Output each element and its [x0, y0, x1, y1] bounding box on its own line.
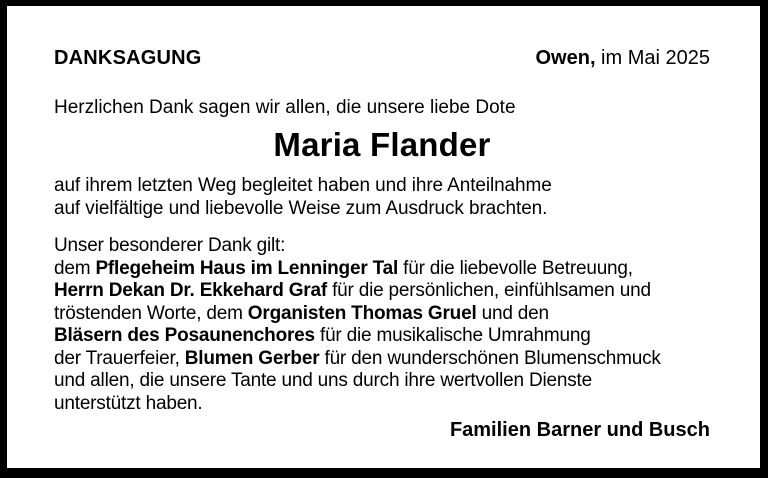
header-row: [54, 46, 710, 70]
family-signature: Familien Barner und Busch: [449, 419, 710, 441]
ack-line-2: [54, 280, 710, 303]
ack-7-seg-1: unterstützt haben.: [54, 392, 203, 414]
deceased-name: Maria Flander: [273, 126, 491, 163]
notice-type-heading: DANKSAGUNG: [54, 47, 202, 69]
dateline: [535, 46, 710, 70]
accompaniment-line-1: auf ihrem letzten Weg begleitet haben und ihre Anteilnahme: [54, 175, 552, 196]
accompaniment-line-2: auf vielfältige und liebevolle Weise zum Ausdruck brachten.: [54, 198, 548, 219]
accompaniment-paragraph: [54, 174, 710, 220]
ack-line-4: [54, 325, 710, 348]
intro-line: Herzlichen Dank sagen wir allen, die unsere liebe Dote: [54, 97, 516, 118]
ack-5-seg-1: der Trauerfeier,: [54, 347, 185, 369]
ack-1-seg-1: dem: [54, 257, 96, 279]
ack-line-1: [54, 258, 710, 281]
ack-5-seg-2: Blumen Gerber: [184, 347, 320, 369]
ack-2-seg-2: für die persönlichen, einfühlsamen und: [326, 280, 651, 301]
ack-5-seg-3: für den wunderschönen Blumenschmuck: [319, 347, 661, 369]
ack-4-seg-1: Bläsern des Posaunenchores: [54, 325, 315, 346]
ack-1-seg-2: Pflegeheim Haus im Lenninger Tal: [95, 257, 399, 279]
ack-line-3: [54, 303, 710, 326]
dateline-place: Owen,: [535, 47, 596, 69]
ack-line-7: [54, 393, 710, 416]
dateline-date: im Mai 2025: [595, 47, 710, 69]
ack-2-seg-1: Herrn Dekan Dr. Ekkehard Graf: [54, 280, 327, 301]
acknowledgements-intro: Unser besonderer Dank gilt:: [54, 235, 286, 256]
ack-4-seg-2: für die musikalische Umrahmung: [314, 325, 591, 346]
ack-3-seg-3: und den: [476, 302, 549, 324]
ack-6-seg-1: und allen, die unsere Tante und uns durch ihre wertvollen Dienste: [54, 370, 593, 391]
ack-3-seg-2: Organisten Thomas Gruel: [247, 302, 477, 324]
ack-line-6: [54, 370, 710, 393]
ack-line-5: [54, 348, 710, 371]
ack-1-seg-3: für die liebevolle Betreuung,: [398, 257, 633, 279]
ack-3-seg-1: tröstenden Worte, dem: [54, 302, 248, 324]
acknowledgements-block: [54, 235, 710, 415]
